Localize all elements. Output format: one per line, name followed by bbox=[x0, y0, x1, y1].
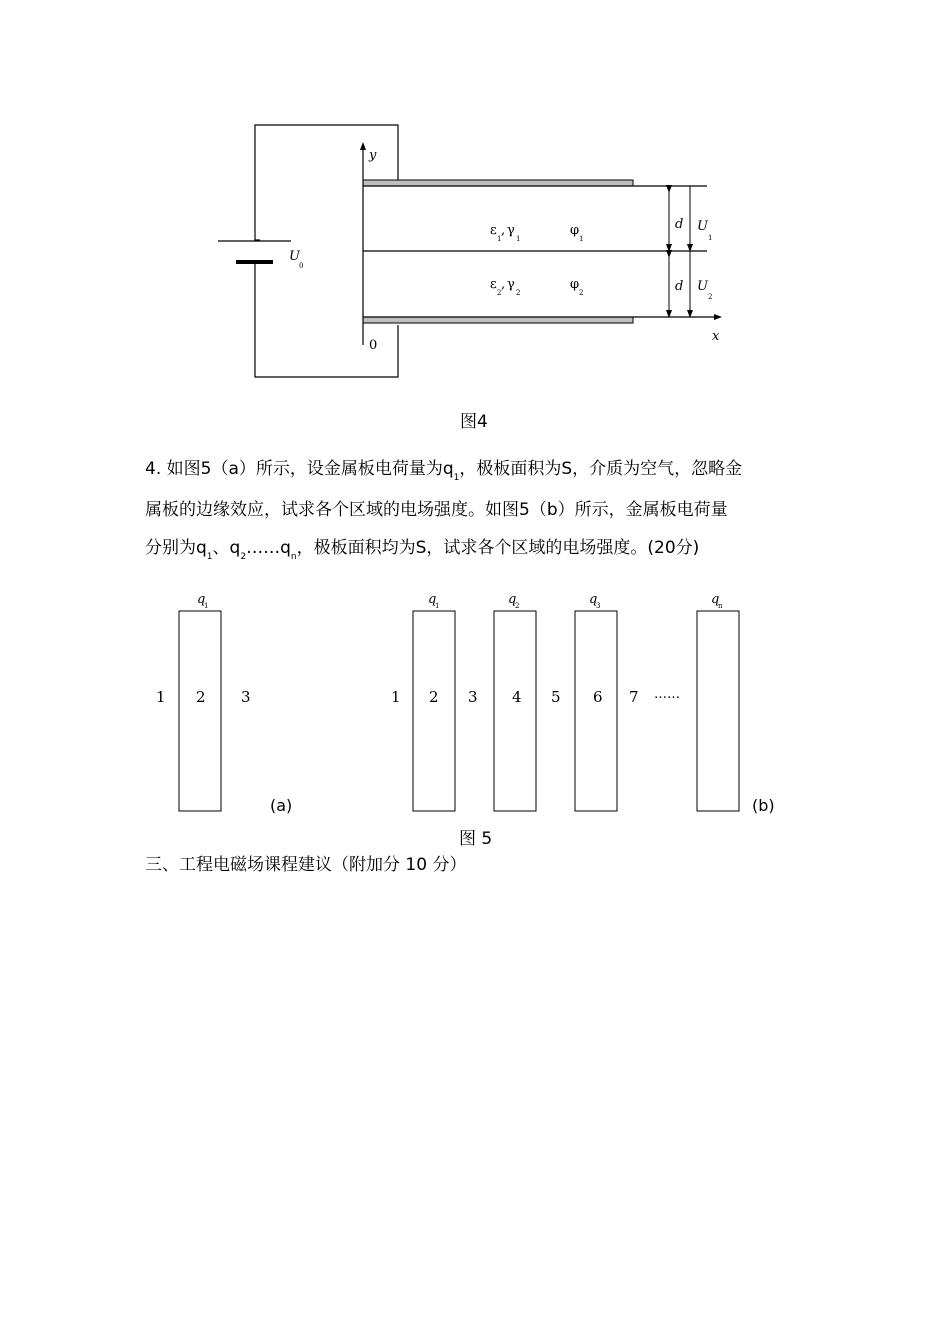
layer1-phi: φ bbox=[570, 223, 580, 238]
question-4-text bbox=[145, 450, 825, 570]
layer1-gamma-sub: 1 bbox=[516, 235, 521, 243]
fig5a-label: (a) bbox=[270, 796, 293, 815]
bottom-plate bbox=[363, 317, 633, 323]
fig5b-region-5: 5 bbox=[551, 688, 561, 706]
fig5b-charge-2: q bbox=[508, 592, 517, 607]
fig5a-region-3: 3 bbox=[241, 688, 251, 706]
battery-voltage-sub: 0 bbox=[299, 262, 304, 270]
layer2-epsilon: ε bbox=[490, 277, 497, 292]
fig5b-region-4: 4 bbox=[512, 688, 522, 706]
fig5a-region-1: 1 bbox=[156, 688, 166, 706]
fig5b-plate-n bbox=[697, 611, 739, 811]
layer2-phi: φ bbox=[570, 277, 580, 292]
fig5b-region-6: 6 bbox=[593, 688, 603, 706]
figure-5-diagram bbox=[0, 580, 950, 820]
figure-5-caption: 图 5 bbox=[459, 829, 493, 849]
fig5b-region-1: 1 bbox=[391, 688, 401, 706]
layer2-epsilon-sub: 2 bbox=[497, 289, 502, 297]
top-plate bbox=[363, 180, 633, 186]
fig5b-charge-n-sub: n bbox=[718, 602, 723, 610]
question-4-line-2: 属板的边缘效应，试求各个区域的电场强度。如图5（b）所示，金属板电荷量 bbox=[145, 500, 728, 520]
u1-label: U bbox=[697, 219, 708, 234]
section-3-heading: 三、工程电磁场课程建议（附加分 10 分） bbox=[145, 855, 467, 875]
figure-4-diagram bbox=[0, 0, 950, 400]
question-4-line-1: 4. 如图5（a）所示，设金属板电荷量为$q_1$，极板面积为S，介质为空气，忽略金 bbox=[145, 459, 743, 483]
question-4-line-3: 分别为$q_1$、$q_2\dots\dots q_n$，极板面积均为S，试求各个区域的电场强度。(20分) bbox=[145, 538, 700, 562]
u1-sub: 1 bbox=[708, 234, 713, 242]
layer1-epsilon: ε bbox=[490, 223, 497, 238]
battery-voltage-label: U bbox=[289, 249, 300, 264]
fig5b-plate-2 bbox=[494, 611, 536, 811]
fig5b-charge-1: q bbox=[428, 592, 437, 607]
layer1-comma: , bbox=[501, 223, 506, 238]
layer2-gamma-sub: 2 bbox=[516, 289, 521, 297]
fig5a-charge-sub: 1 bbox=[204, 602, 209, 610]
origin-label: 0 bbox=[369, 338, 378, 353]
layer2-comma: , bbox=[501, 277, 506, 292]
fig5b-region-2: 2 bbox=[429, 688, 439, 706]
fig5b-region-3: 3 bbox=[468, 688, 478, 706]
layer1-phi-sub: 1 bbox=[579, 235, 584, 243]
d-top-label: d bbox=[675, 217, 684, 232]
fig5b-charge-1-sub: 1 bbox=[435, 602, 440, 610]
fig5b-plate-1 bbox=[413, 611, 455, 811]
d-bottom-label: d bbox=[675, 279, 684, 294]
fig5b-charge-3: q bbox=[589, 592, 598, 607]
fig5b-charge-n: q bbox=[711, 592, 720, 607]
x-axis-label: x bbox=[712, 329, 720, 344]
fig5b-label: (b) bbox=[752, 796, 775, 815]
fig5b-charge-3-sub: 3 bbox=[596, 602, 601, 610]
u2-label: U bbox=[697, 279, 708, 294]
y-axis-label: y bbox=[369, 148, 377, 163]
fig5b-plate-3 bbox=[575, 611, 617, 811]
fig5b-charge-2-sub: 2 bbox=[515, 602, 520, 610]
fig5b-ellipsis: …… bbox=[654, 687, 680, 702]
layer2-phi-sub: 2 bbox=[579, 289, 584, 297]
layer2-gamma: γ bbox=[507, 277, 515, 292]
fig5a-plate bbox=[179, 611, 221, 811]
fig5a-region-2: 2 bbox=[196, 688, 206, 706]
layer1-epsilon-sub: 1 bbox=[497, 235, 502, 243]
layer1-gamma: γ bbox=[507, 223, 515, 238]
fig5b-region-7: 7 bbox=[629, 688, 639, 706]
figure-4-caption: 图4 bbox=[460, 412, 488, 432]
u2-sub: 2 bbox=[708, 293, 713, 301]
fig5a-charge: q bbox=[197, 592, 206, 607]
